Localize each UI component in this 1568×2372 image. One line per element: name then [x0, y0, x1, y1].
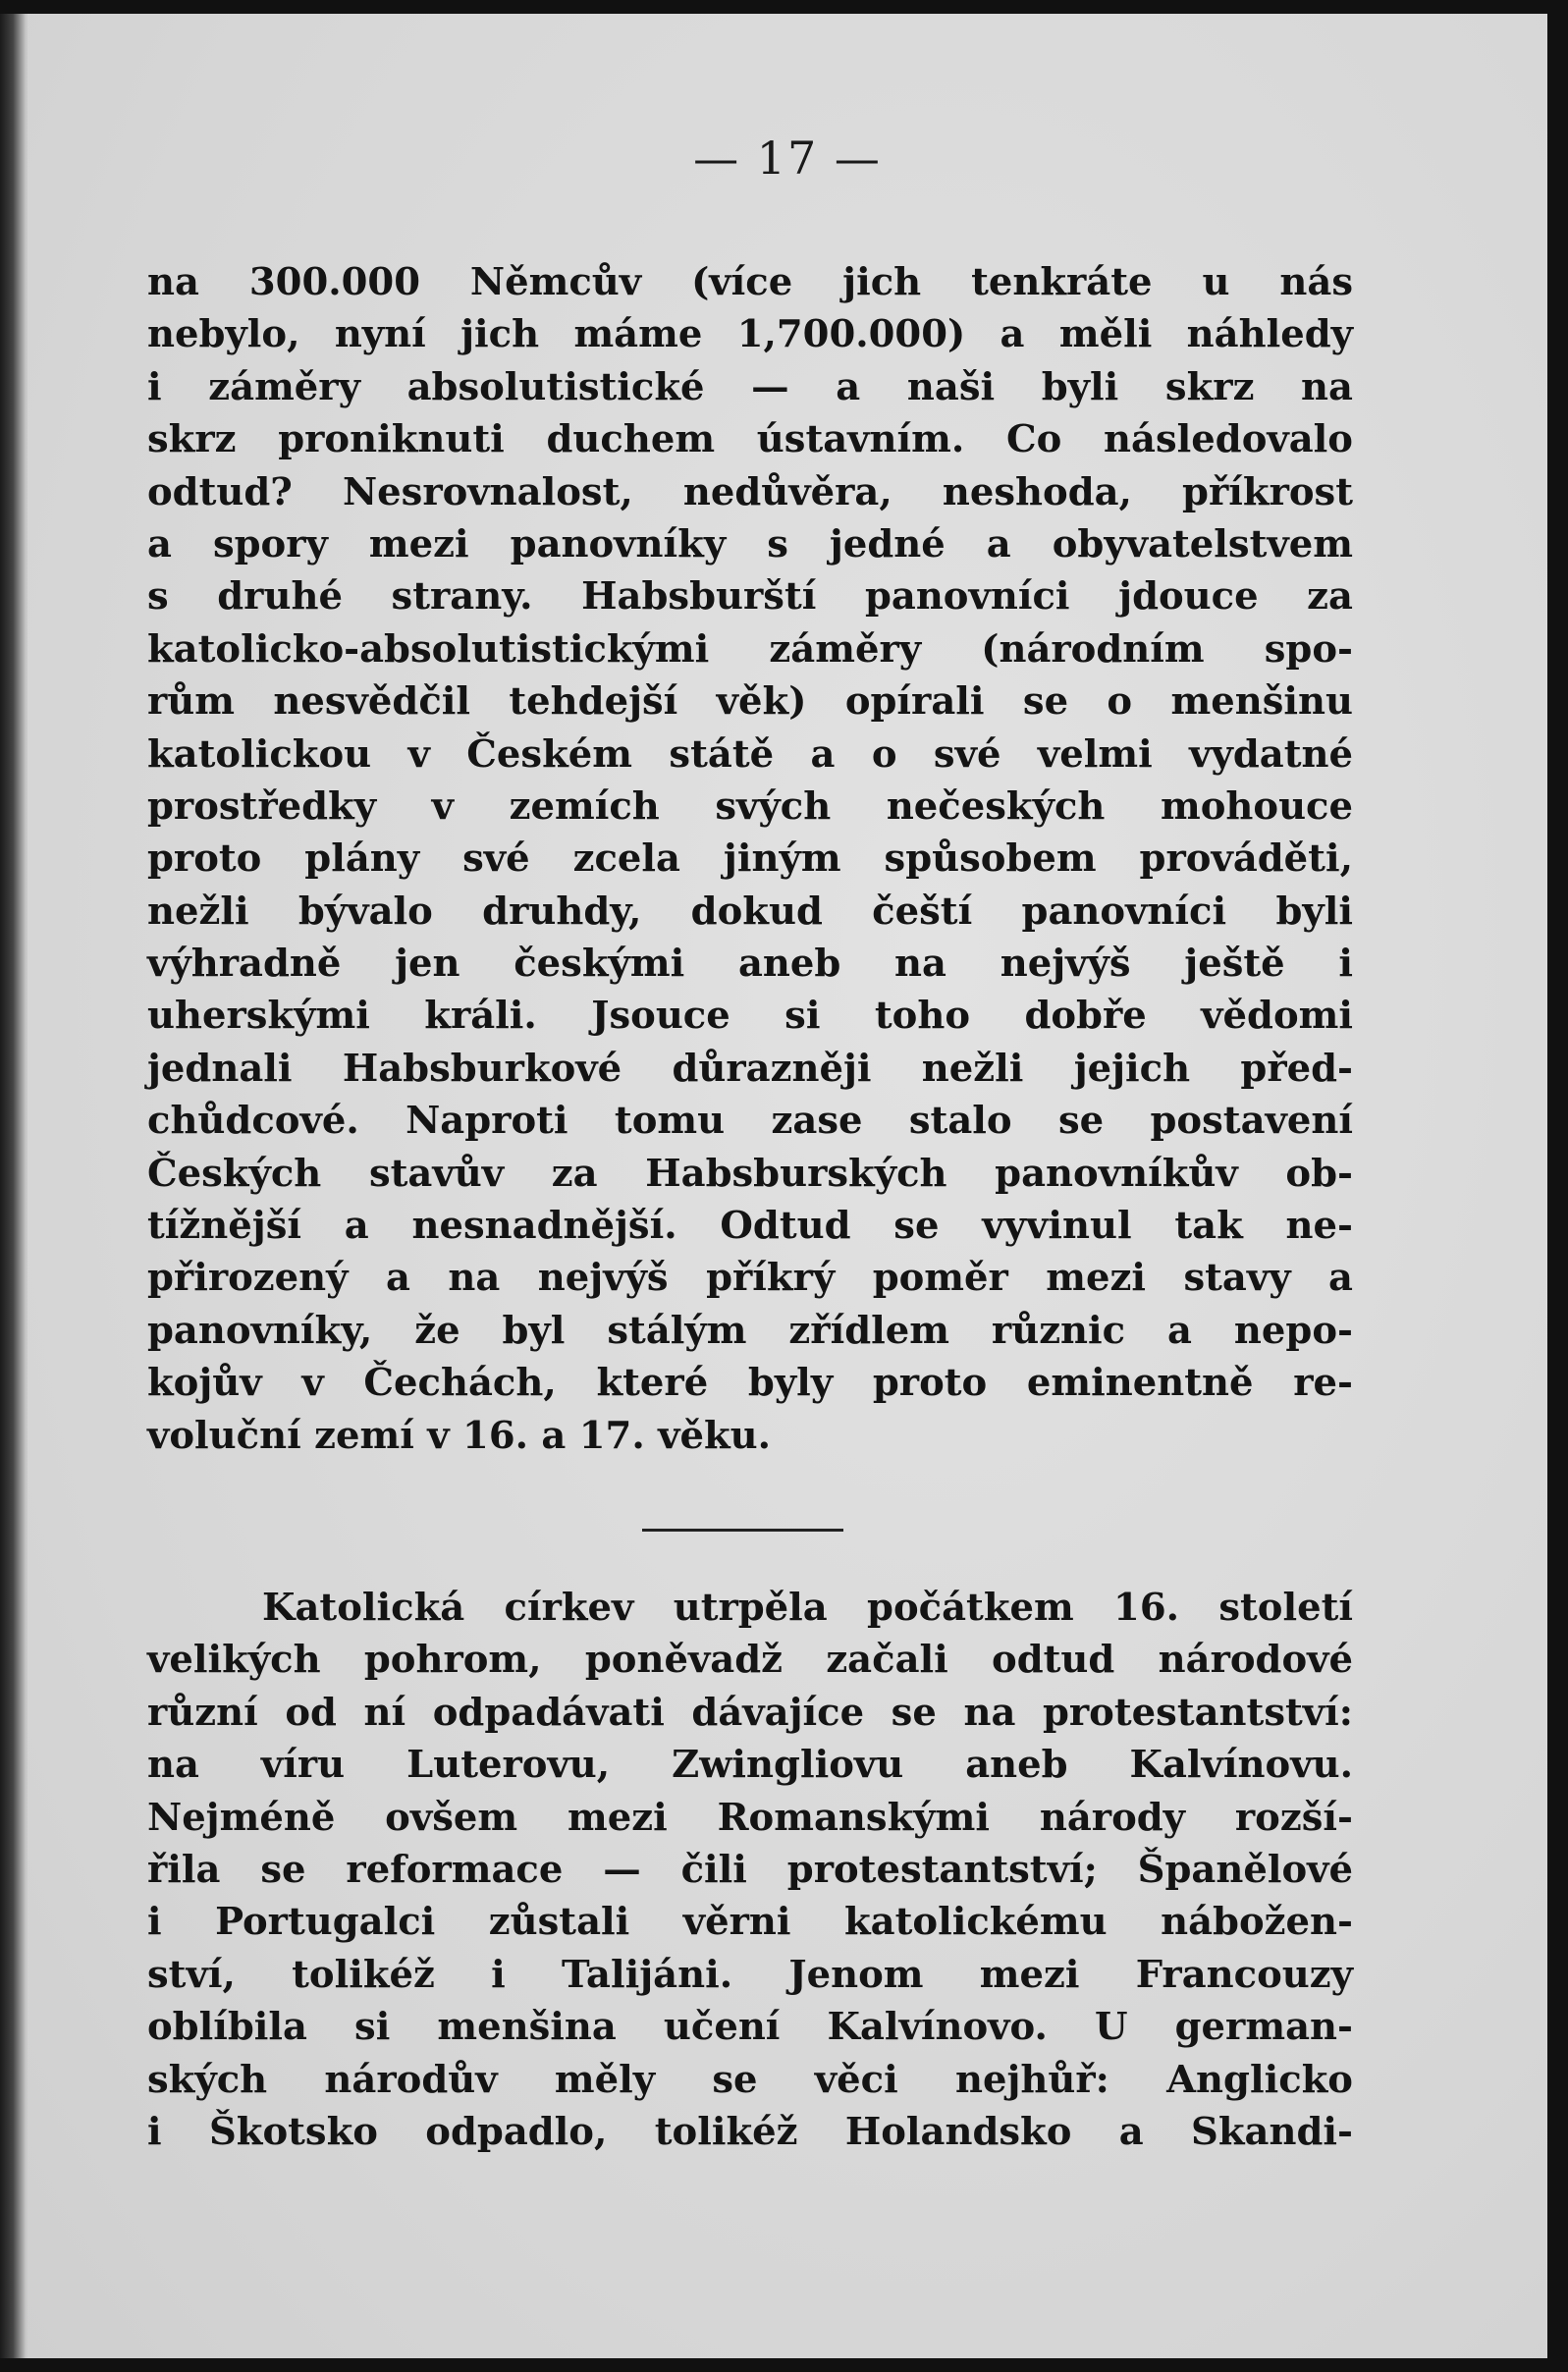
text-line: na víru Luterovu, Zwingliovu aneb Kalvínovu. — [147, 1743, 1353, 1788]
text-line: ských národův měly se věci nejhůř: Anglicko — [147, 2057, 1353, 2102]
text-line: voluční zemí v 16. a 17. věku. — [147, 1413, 772, 1458]
text-line: různí od ní odpadávati dávajíce se na protestantství: — [147, 1690, 1353, 1735]
paragraph-2 — [147, 1582, 1353, 2158]
text-line: řila se reformace — čili protestantství; Španělové — [147, 1847, 1353, 1892]
text-line: odtud? Nesrovnalost, nedůvěra, neshoda, příkrost — [147, 469, 1353, 514]
text-line: chůdcové. Naproti tomu zase stalo se postavení — [147, 1099, 1353, 1144]
text-line: Českých stavův za Habsburských panovníkův ob- — [147, 1151, 1353, 1196]
text-line: přirozený a na nejvýš příkrý poměr mezi stavy a — [147, 1256, 1353, 1301]
page-number: — 17 — — [693, 132, 882, 185]
text-line: jednali Habsburkové důrazněji nežli jejich před- — [147, 1046, 1353, 1091]
paragraph-1 — [147, 256, 1353, 1462]
text-line: prostředky v zemích svých nečeských mohouce — [147, 783, 1353, 829]
text-line: rům nesvědčil tehdejší věk) opírali se o menšinu — [147, 679, 1353, 725]
text-line: i Portugalci zůstali věrni katolickému nábožen- — [147, 1900, 1353, 1945]
text-line: na 300.000 Němcův (více jich tenkráte u nás — [147, 260, 1353, 304]
text-line: výhradně jen českými aneb na nejvýš ještě i — [147, 942, 1353, 987]
text-line: Nejméně ovšem mezi Romanskými národy rozší- — [147, 1795, 1353, 1840]
text-line: kojův v Čechách, které byly proto eminentně re- — [147, 1361, 1353, 1406]
text-line: proto plány své zcela jiným spůsobem prováděti, — [147, 836, 1353, 882]
text-line: a spory mezi panovníky s jedné a obyvatelstvem — [147, 521, 1353, 566]
text-line: oblíbila si menšina učení Kalvínovo. U german- — [147, 2005, 1353, 2050]
text-line: ství, tolikéž i Talijáni. Jenom mezi Francouzy — [147, 1952, 1353, 1997]
text-line: katolicko-absolutistickými záměry (národním spo- — [147, 626, 1353, 672]
text-line: katolickou v Českém státě a o své velmi vydatné — [147, 731, 1353, 777]
text-line: i Škotsko odpadlo, tolikéž Holandsko a Skandi- — [147, 2109, 1353, 2154]
text-line: velikých pohrom, poněvadž začali odtud národové — [147, 1638, 1353, 1683]
text-line: skrz proniknuti duchem ústavním. Co následovalo — [147, 417, 1353, 462]
text-line: nebylo, nyní jich máme 1,700.000) a měli náhledy — [147, 312, 1353, 357]
text-line: panovníky, že byl stálým zřídlem různic a nepo- — [147, 1308, 1353, 1353]
book-page — [27, 14, 1547, 2358]
text-line: tížnější a nesnadnější. Odtud se vyvinul tak ne- — [147, 1204, 1353, 1249]
section-divider — [642, 1529, 843, 1532]
text-line: uherskými králi. Jsouce si toho dobře vědomi — [147, 994, 1353, 1039]
text-line: i záměry absolutistické — a naši byli skrz na — [147, 364, 1353, 409]
text-line: Katolická církev utrpěla počátkem 16. století — [262, 1586, 1353, 1630]
text-line: s druhé strany. Habsburští panovníci jdouce za — [147, 574, 1353, 620]
text-line: nežli bývalo druhdy, dokud čeští panovníci byli — [147, 889, 1353, 934]
